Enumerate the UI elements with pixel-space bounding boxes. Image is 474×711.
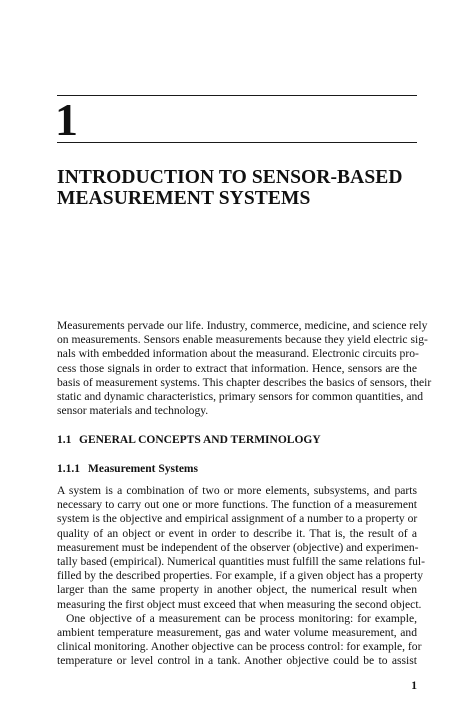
section-number: 1.1 <box>57 434 72 446</box>
chapter-title <box>57 167 437 209</box>
text-line: nals with embedded information about the measurand. Electronic circuits pro- <box>57 347 419 361</box>
text-line: necessary to carry out one or more functions. The function of a measurement <box>57 498 417 512</box>
chapter-top-rule <box>57 95 417 96</box>
text-line: on measurements. Sensors enable measurements because they yield electric sig- <box>57 333 428 347</box>
section-title: GENERAL CONCEPTS AND TERMINOLOGY <box>79 434 321 446</box>
text-line: tally based (empirical). Numerical quantities must fulfill the same relations ful- <box>57 554 425 568</box>
text-line: measurement must be independent of the observer (objective) and experimen- <box>57 540 419 554</box>
chapter-bottom-rule <box>57 142 417 143</box>
text-line: One objective of a measurement can be process monitoring: for example, <box>66 611 417 625</box>
intro-paragraph <box>57 319 432 418</box>
chapter-title-line: INTRODUCTION TO SENSOR-BASED <box>57 167 403 188</box>
text-line: system is the objective and empirical assignment of a number to a property or <box>57 512 418 526</box>
text-line: A system is a combination of two or more elements, subsystems, and parts <box>57 484 417 497</box>
text-line: cess those signals in order to extract that information. Hence, sensors are the <box>57 361 417 375</box>
text-line: measuring the first object must exceed that when measuring the second object. <box>57 597 422 611</box>
text-line: temperature or level control in a tank. Another objective could be to assist <box>57 654 417 668</box>
text-line: ambient temperature measurement, gas and water volume measurement, and <box>57 625 417 639</box>
text-line: basis of measurement systems. This chapter describes the basics of sensors, their <box>57 375 432 389</box>
text-line: Measurements pervade our life. Industry, commerce, medicine, and science rely <box>57 319 428 332</box>
chapter-number: 1 <box>55 94 77 145</box>
subsection-number: 1.1.1 <box>57 463 80 475</box>
text-line: sensor materials and technology. <box>57 404 209 418</box>
text-line: filled by the described properties. For example, if a given object has a property <box>57 569 424 583</box>
body-paragraph <box>57 484 425 668</box>
subsection-title: Measurement Systems <box>88 463 198 475</box>
section-heading <box>57 434 321 446</box>
text-line: clinical monitoring. Another objective can be process control: for example, for <box>57 640 422 654</box>
page-number: 1 <box>411 680 417 692</box>
text-line: larger than the same property in another object, the numerical result when <box>57 583 417 597</box>
text-line: static and dynamic characteristics, primary sensors for common quantities, and <box>57 389 424 403</box>
subsection-heading <box>57 463 198 475</box>
chapter-title-line: MEASUREMENT SYSTEMS <box>57 188 311 209</box>
text-line: quality of an object or event in order to describe it. That is, the result of a <box>57 526 417 540</box>
